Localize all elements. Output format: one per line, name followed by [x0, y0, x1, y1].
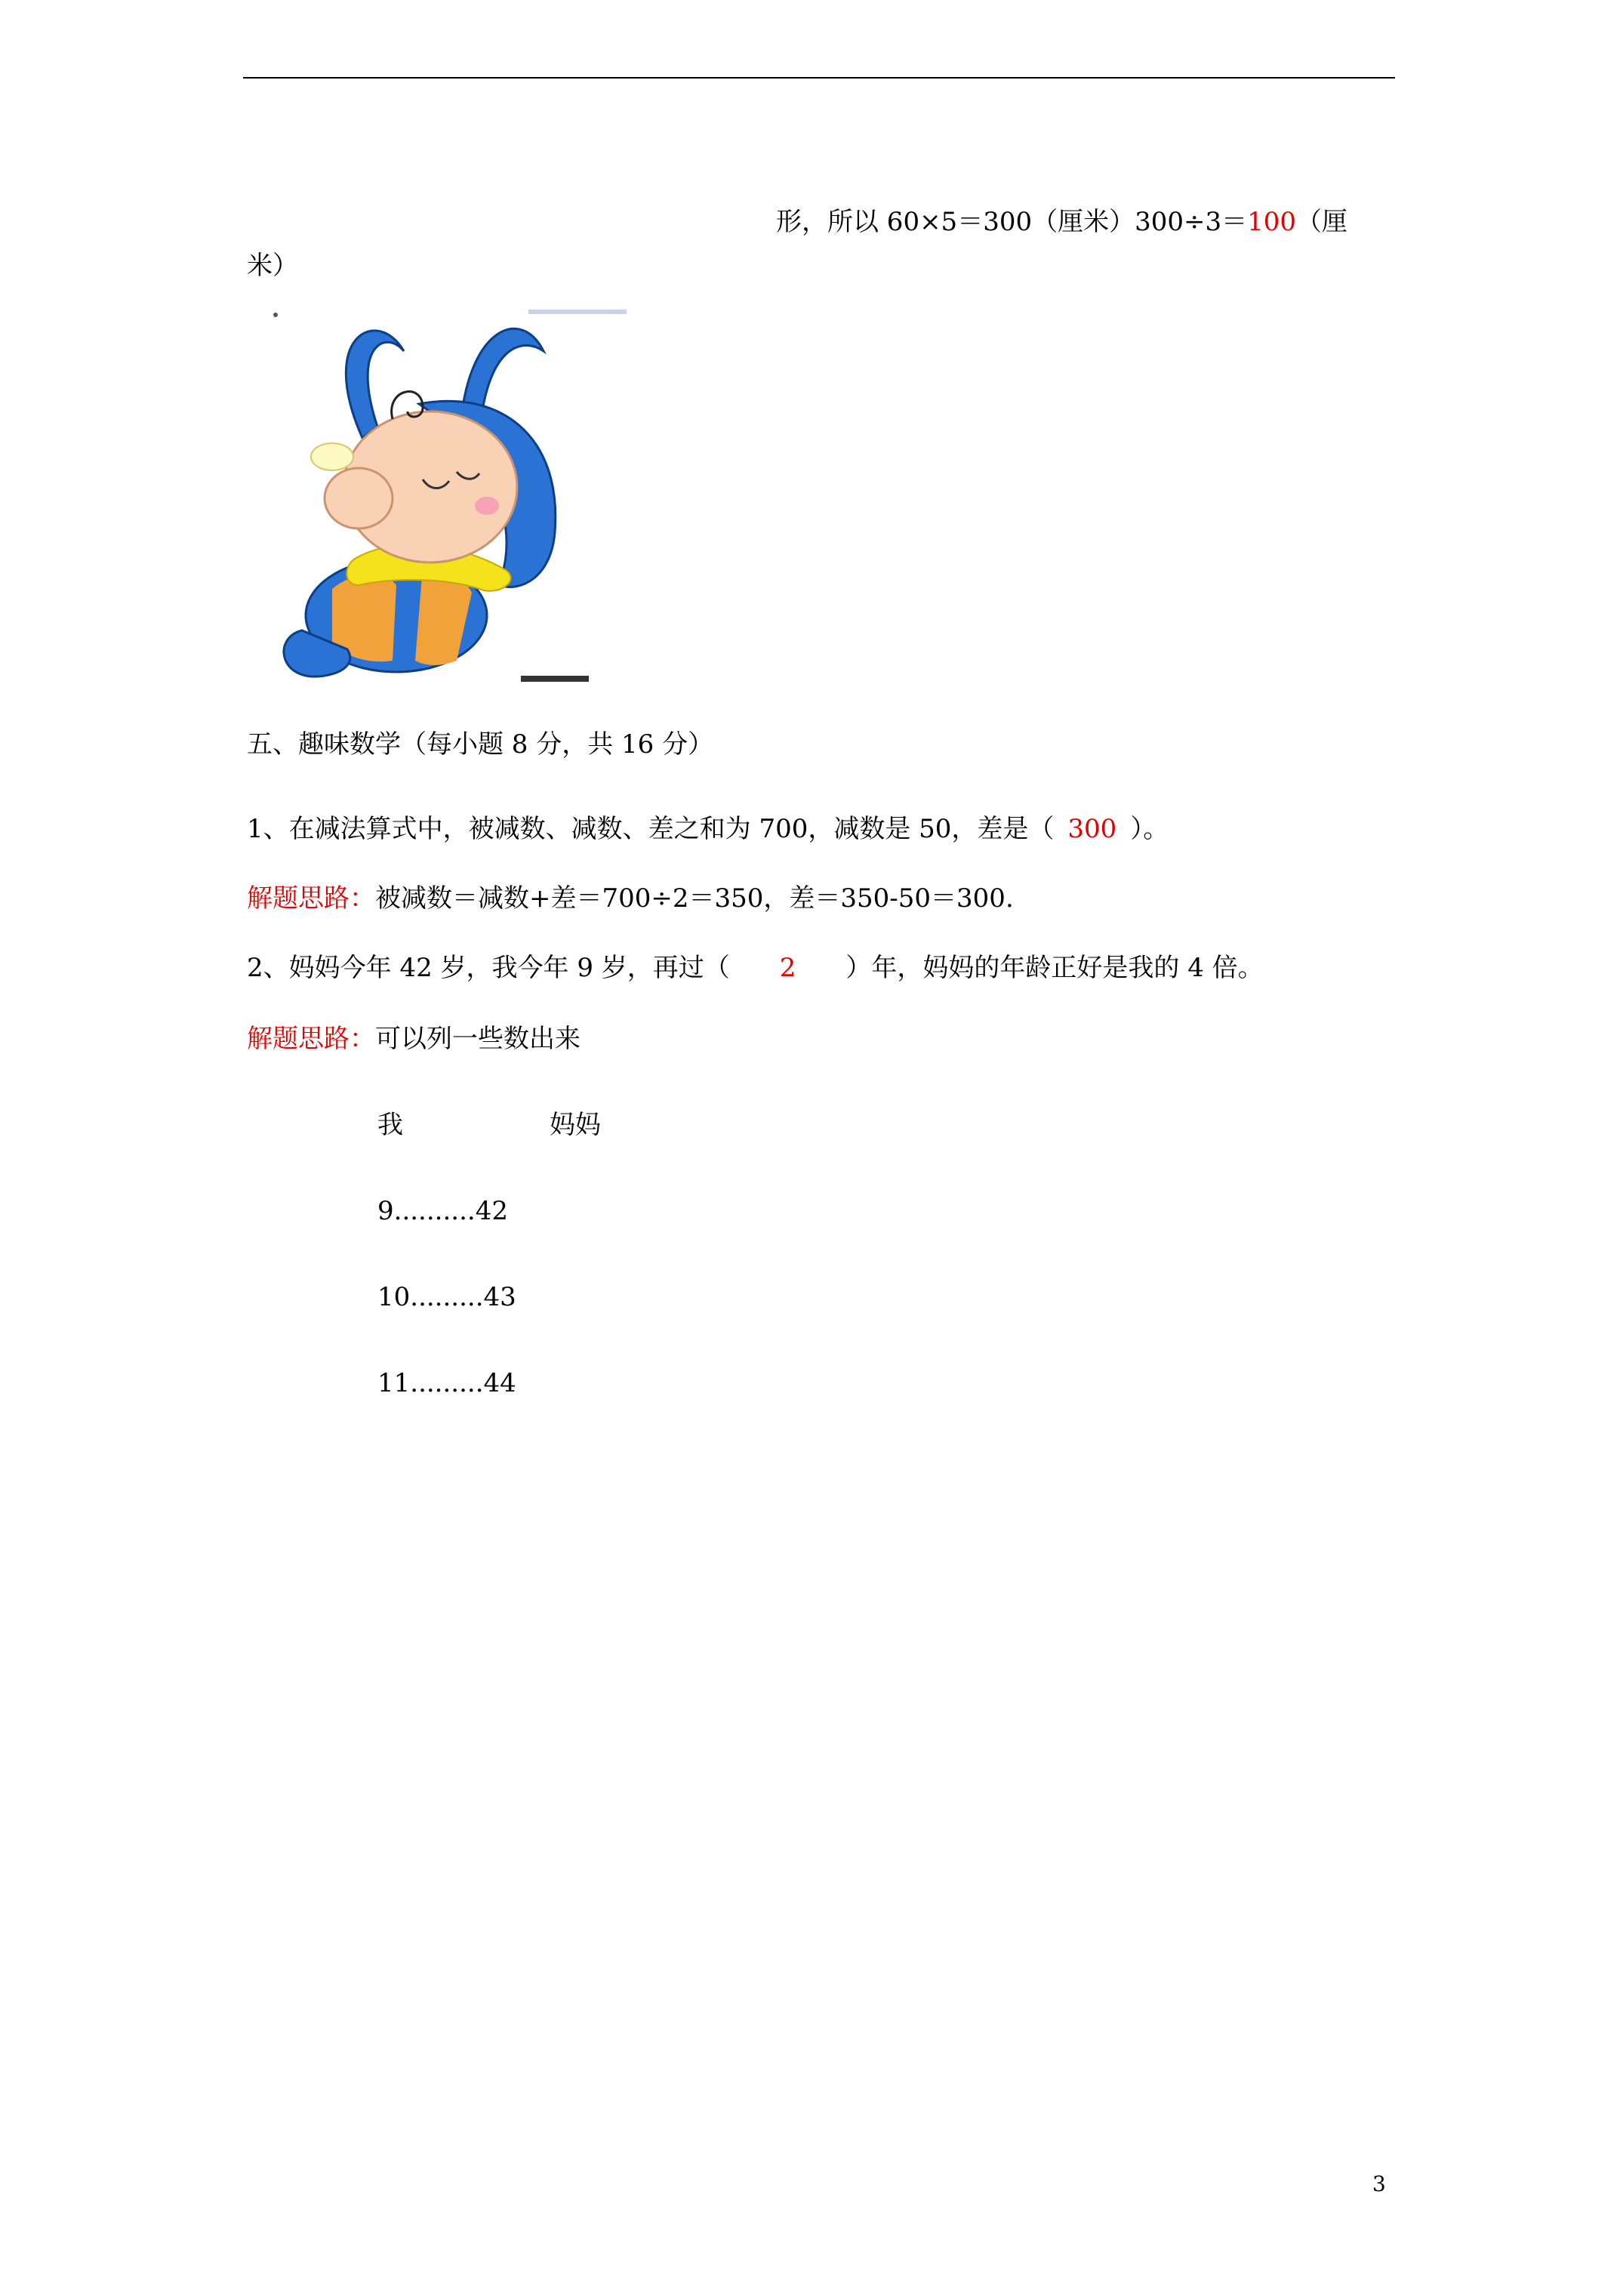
question-2-text: 2、妈妈今年 42 岁，我今年 9 岁，再过（: [247, 953, 730, 983]
hint-2-label: 解题思路：: [247, 1024, 375, 1054]
carryover-text-end: （厘: [1296, 207, 1348, 237]
hint-1-text: 被减数＝减数+差＝700÷2＝350，差＝350-50＝300.: [375, 883, 1014, 914]
table-row: 11.........44: [377, 1368, 516, 1398]
hint-1-label: 解题思路：: [247, 883, 375, 914]
table-header-mom: 妈妈: [550, 1110, 601, 1140]
question-1: [247, 814, 1169, 844]
question-1-answer: 300: [1067, 814, 1117, 844]
table-row: 9..........42: [377, 1196, 508, 1226]
carryover-answer: 100: [1247, 207, 1297, 237]
hint-2: [247, 1024, 581, 1054]
cartoon-bee-icon: [272, 306, 634, 691]
question-1-text-end: ）。: [1130, 814, 1169, 844]
question-2-text-end: ）年，妈妈的年龄正好是我的 4 倍。: [845, 953, 1264, 983]
section-title: 五、趣味数学（每小题 8 分，共 16 分）: [247, 729, 714, 760]
page-number: 3: [1372, 2171, 1386, 2196]
table-row: 10.........43: [377, 1282, 516, 1312]
carryover-line: [776, 207, 1347, 237]
table-header-me: 我: [377, 1110, 403, 1140]
question-2: [247, 953, 1264, 983]
question-2-answer: 2: [779, 953, 796, 983]
carryover-line-2: 米）: [247, 251, 298, 281]
hint-1: [247, 883, 1014, 914]
question-1-text: 1、在减法算式中，被减数、减数、差之和为 700，减数是 50，差是（: [247, 814, 1055, 844]
hint-2-text: 可以列一些数出来: [375, 1024, 581, 1054]
carryover-text: 形，所以 60×5＝300（厘米）300÷3＝: [776, 207, 1248, 237]
header-rule: [243, 77, 1395, 79]
